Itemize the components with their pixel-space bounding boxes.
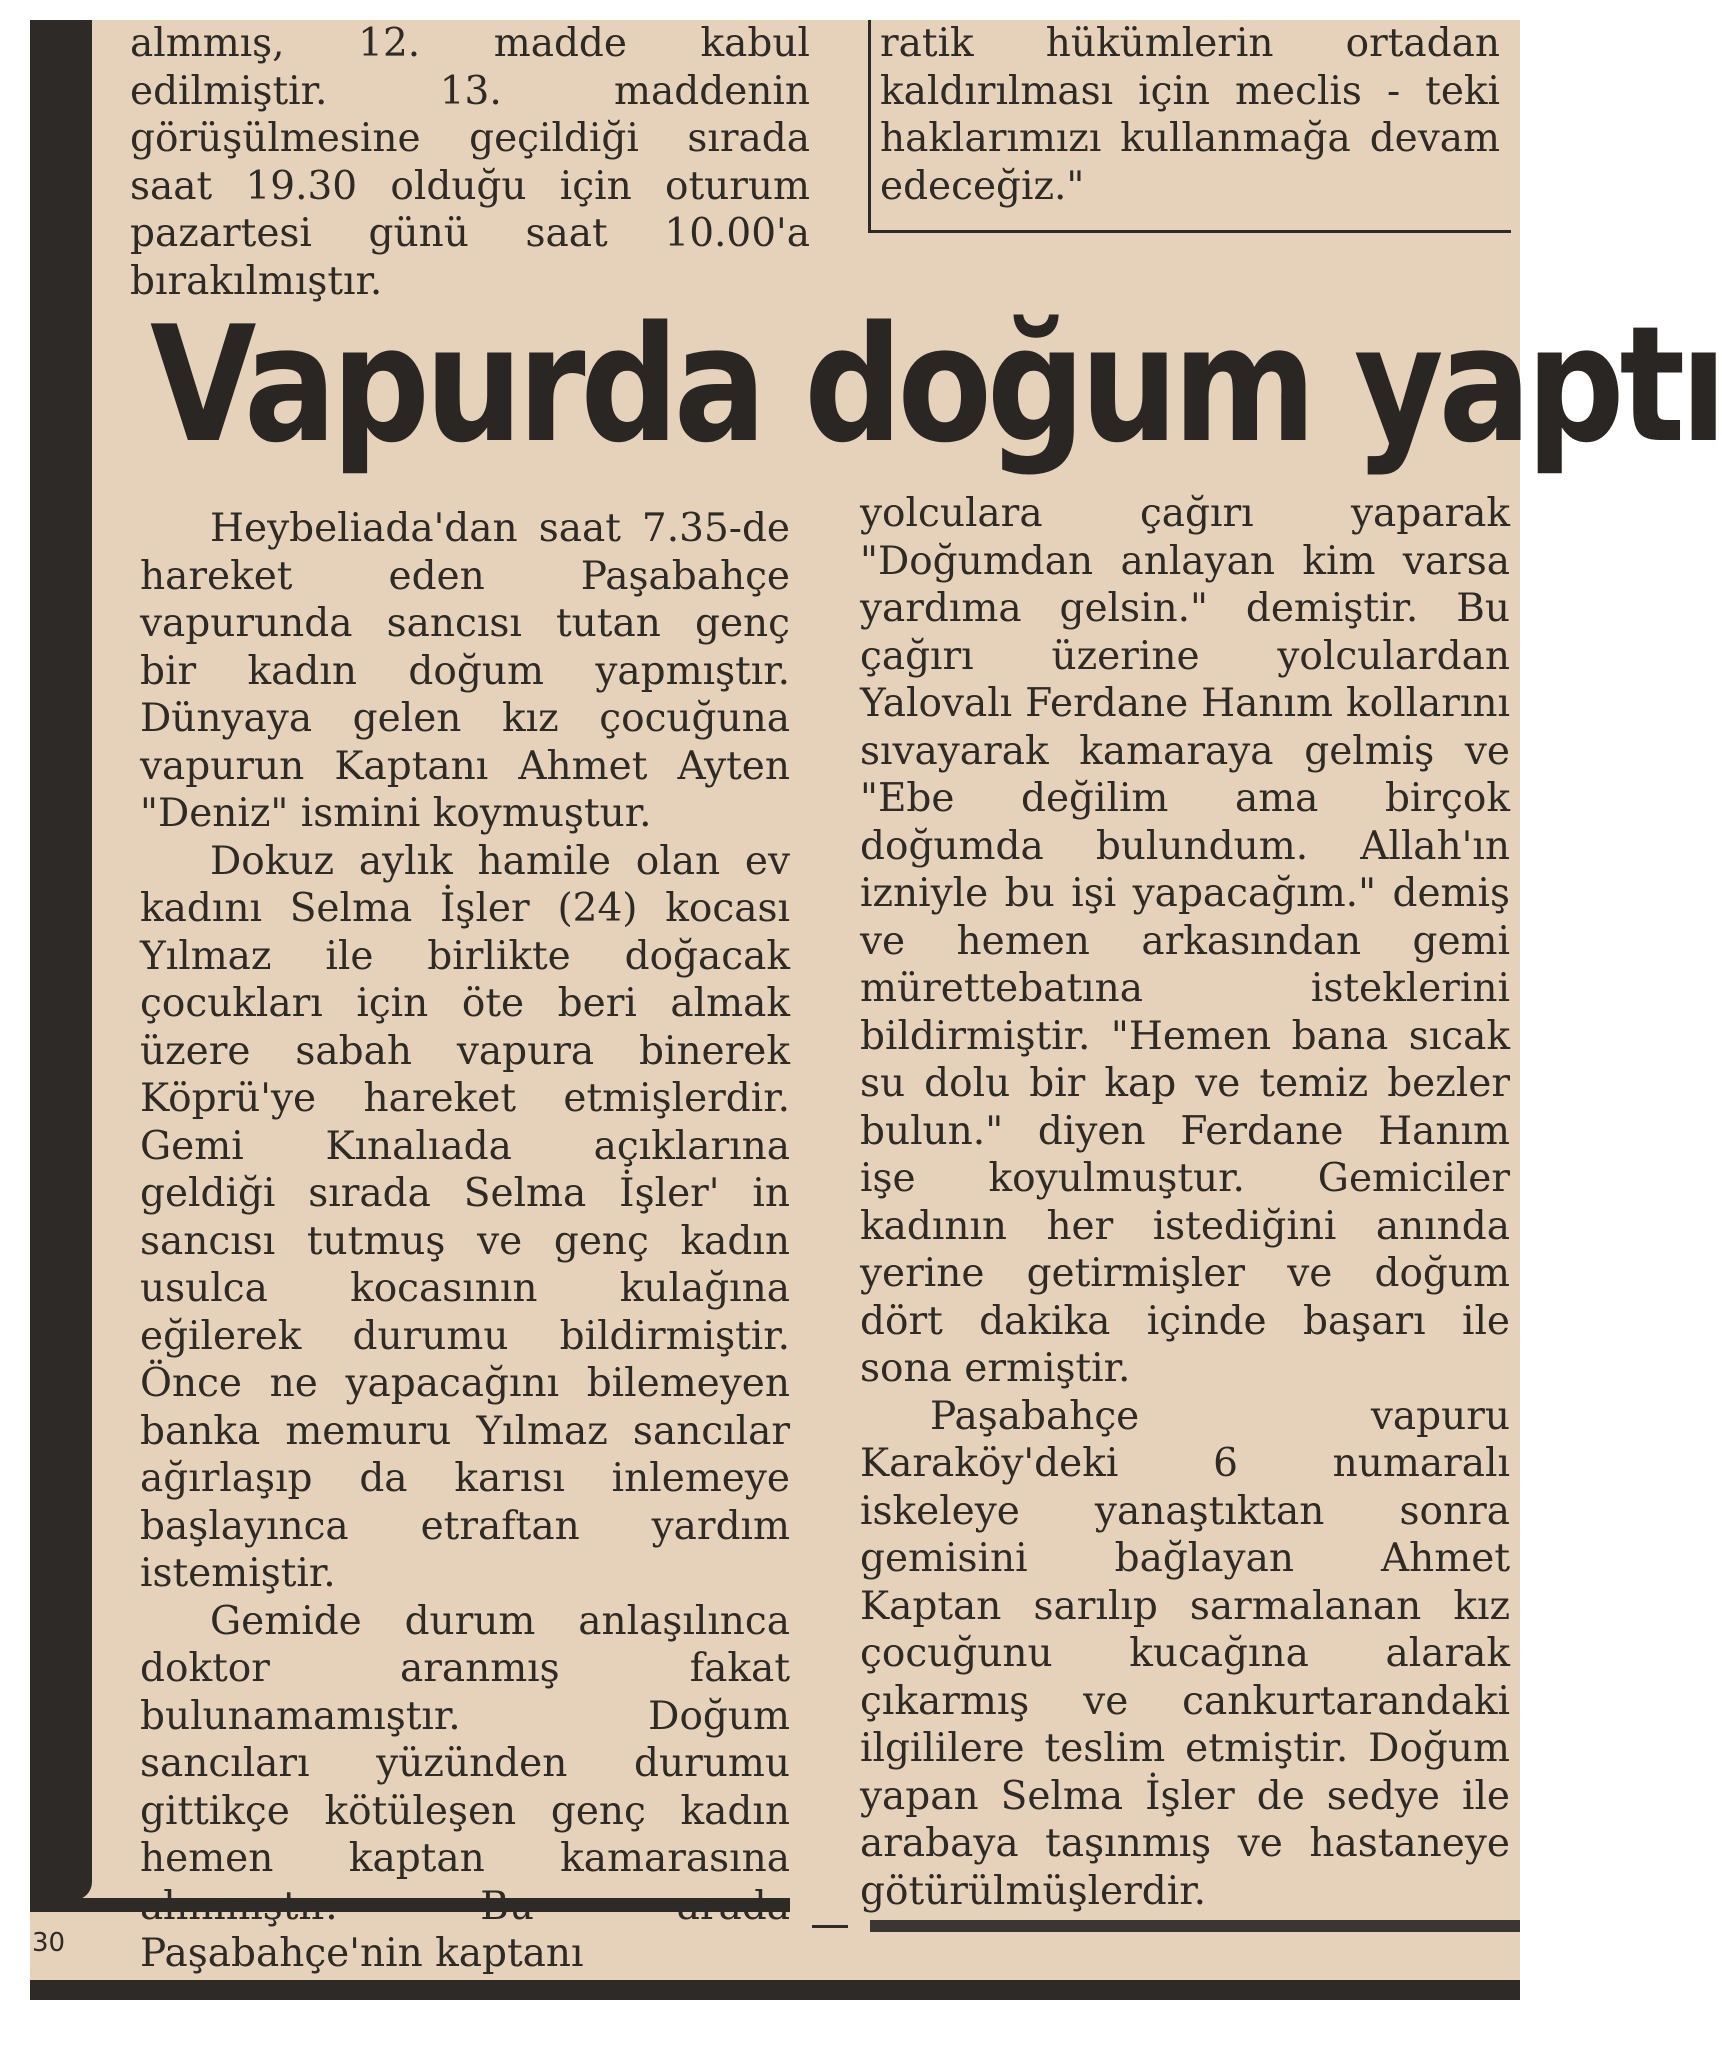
- article-headline: Vapurda doğum yaptı: [150, 291, 1722, 478]
- bottom-edge: [30, 1980, 1520, 2000]
- previous-article-tail: almmış, 12. madde kabul edilmiştir. 13. maddenin görüşülmesine geçildiği sırada saat 19.30 olduğu için oturum pazartesi günü saat 10.00'a bırakılmıştır.: [130, 21, 810, 304]
- paragraph: Dokuz aylık hamile olan ev kadını Selma İşler (24) kocası Yılmaz ile birlikte doğacak çocukları için öte beri almak üzere sabah vapura binerek Köprü'ye hareket etmişlerdir. Gemi Kınalıada açıklarına geldiği sırada Selma İşler' in sancısı tutmuş ve genç kadın usulca kocasının kulağına eğilerek durumu bildirmiştir. Önce ne yapacağını bilemeyen banka memuru Yılmaz sancılar ağırlaşıp da karısı inlemeye başlayınca etraftan yardım istemiştir.: [140, 838, 790, 1596]
- left-black-border: [30, 20, 92, 1900]
- newspaper-clipping: [30, 20, 1722, 2000]
- paragraph: Gemide durum anlaşılınca doktor aranmış fakat bulunamamıştır. Doğum sancıları yüzünden durumu gittikçe kötüleşen genç kadın hemen kaptan kamarasına alınmıştır. Bu arada Paşabahçe'nin kaptanı: [140, 1598, 790, 1976]
- quote-box-text: ratik hükümlerin ortadan kaldırılması için meclis - teki haklarımızı kullanmağa devam edeceğiz.": [880, 21, 1500, 209]
- paragraph: yolculara çağırı yaparak "Doğumdan anlayan kim varsa yardıma gelsin." demiştir. Bu çağırı üzerine yolculardan Yalovalı Ferdane Hanım kollarını sıvayarak kamaraya gelmiş ve "Ebe değilim ama birçok doğumda bulundum. Allah'ın izniyle bu işi yapacağım." demiş ve hemen arkasından gemi mürettebatına isteklerini bildirmiştir. "Hemen bana sıcak su dolu bir kap ve temiz bezler bulun." diyen Ferdane Hanım işe koyulmuştur. Gemiciler kadının her istediğini anında yerine getirmişler ve doğum dört dakika içinde başarı ile sona ermiştir.: [860, 491, 1510, 1391]
- column-divider-dash: [812, 1925, 848, 1928]
- paragraph: Paşabahçe vapuru Karaköy'deki 6 numaralı iskeleye yanaştıktan sonra gemisini bağlayan Ahmet Kaptan sarılıp sarmalanan kız çocuğunu kucağına alarak çıkarmış ve cankurtarandaki ilgililere teslim etmiştir. Doğum yapan Selma İşler de sedye ile arabaya taşınmış ve hastaneye götürülmüşlerdir.: [860, 1393, 1510, 1914]
- page-number: 30: [32, 1928, 66, 1958]
- article-column-left: [140, 505, 790, 1978]
- bottom-right-rule: [870, 1920, 1520, 1932]
- paragraph: Heybeliada'dan saat 7.35-de hareket eden Paşabahçe vapurunda sancısı tutan genç bir kadın doğum yapmıştır. Dünyaya gelen kız çocuğuna vapurun Kaptanı Ahmet Ayten "Deniz" ismini koymuştur.: [140, 506, 790, 836]
- article-column-right: [860, 490, 1510, 1915]
